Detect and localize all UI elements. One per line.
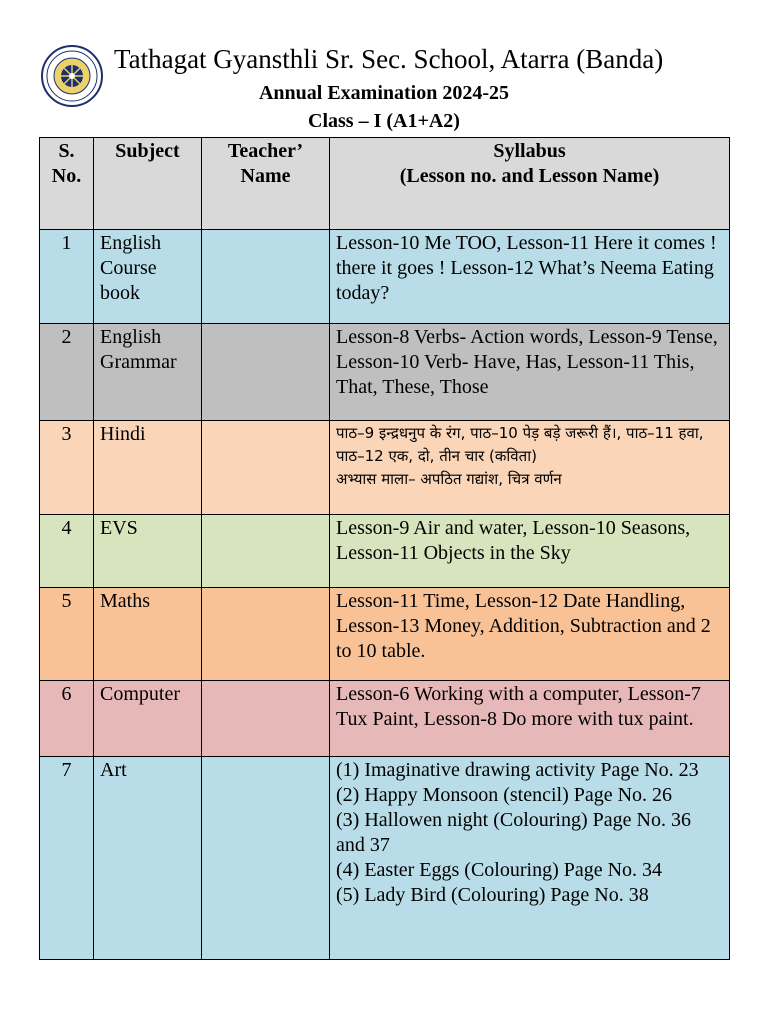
art-item: (5) Lady Bird (Colouring) Page No. 38 (336, 884, 649, 906)
row-subject: English Grammar (94, 324, 202, 421)
header-subject: Subject (94, 138, 202, 230)
row-syllabus: Lesson-6 Working with a computer, Lesson-7 Tux Paint, Lesson-8 Do more with tux paint. (330, 681, 730, 757)
table-row (40, 588, 730, 681)
row-sno: 4 (40, 515, 94, 588)
row-subject: Art (94, 757, 202, 960)
row-teacher (202, 681, 330, 757)
header-sno: S. No. (40, 138, 94, 230)
row-syllabus (330, 421, 730, 515)
art-item: (4) Easter Eggs (Colouring) Page No. 34 (336, 859, 663, 881)
row-syllabus: Lesson-8 Verbs- Action words, Lesson-9 Tense, Lesson-10 Verb- Have, Has, Lesson-11 This, That, These, Those (330, 324, 730, 421)
exam-title: Annual Examination 2024-25 (258, 82, 510, 104)
syllabus-table (39, 137, 730, 960)
header-teacher: Teacher’ Name (202, 138, 330, 230)
header-syllabus: Syllabus (Lesson no. and Lesson Name) (330, 138, 730, 230)
row-sno: 3 (40, 421, 94, 515)
class-title: Class – I (A1+A2) (308, 110, 460, 132)
row-teacher (202, 421, 330, 515)
table-row (40, 421, 730, 515)
row-syllabus: Lesson-11 Time, Lesson-12 Date Handling, Lesson-13 Money, Addition, Subtraction and 2 to 10 table. (330, 588, 730, 681)
row-subject: Computer (94, 681, 202, 757)
row-teacher (202, 588, 330, 681)
art-item: (2) Happy Monsoon (stencil) Page No. 26 (336, 784, 673, 806)
school-name: Tathagat Gyansthli Sr. Sec. School, Atarra (Banda) (114, 44, 664, 74)
table-row (40, 757, 730, 960)
row-sno: 2 (40, 324, 94, 421)
table-row (40, 681, 730, 757)
row-sno: 6 (40, 681, 94, 757)
row-teacher (202, 515, 330, 588)
row-syllabus: Lesson-10 Me TOO, Lesson-11 Here it comes ! there it goes ! Lesson-12 What’s Neema Eating today? (330, 230, 730, 324)
hindi-syllabus-line: अभ्यास माला– अपठित गद्यांश, चित्र वर्णन (336, 470, 562, 488)
table-row (40, 230, 730, 324)
row-syllabus: Lesson-9 Air and water, Lesson-10 Seasons, Lesson-11 Objects in the Sky (330, 515, 730, 588)
row-sno: 5 (40, 588, 94, 681)
table-row (40, 324, 730, 421)
row-teacher (202, 757, 330, 960)
row-teacher (202, 230, 330, 324)
hindi-syllabus-line: पाठ–9 इन्द्रधनुप के रंग, पाठ–10 पेड़ बड़े जरूरी हैं।, पाठ–11 हवा, पाठ–12 एक, दो, तीन चार (कविता) (336, 424, 704, 465)
table-header-row (40, 138, 730, 230)
table-row (40, 515, 730, 588)
row-subject: EVS (94, 515, 202, 588)
row-sno: 1 (40, 230, 94, 324)
art-item: (3) Hallowen night (Colouring) Page No. 36 and 37 (336, 809, 691, 856)
row-subject: Hindi (94, 421, 202, 515)
row-sno: 7 (40, 757, 94, 960)
row-syllabus (330, 757, 730, 960)
art-item: (1) Imaginative drawing activity Page No. 23 (336, 759, 699, 781)
row-teacher (202, 324, 330, 421)
row-subject: English Course book (94, 230, 202, 324)
row-subject: Maths (94, 588, 202, 681)
